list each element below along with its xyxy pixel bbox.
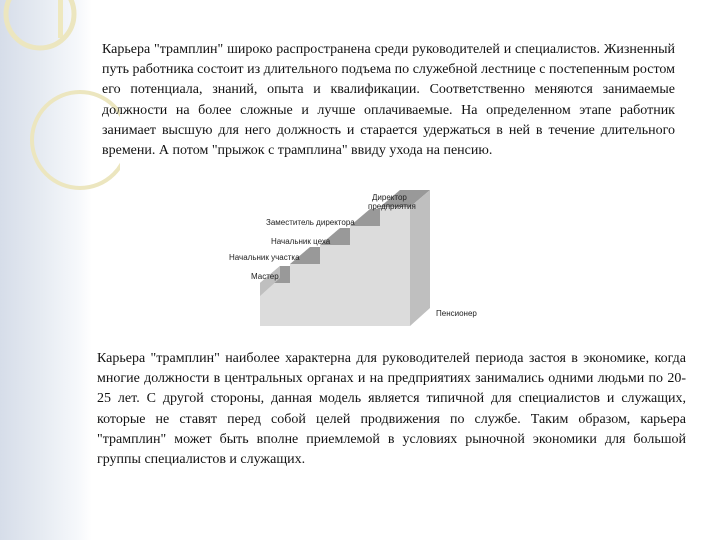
stair-step-front-2 [290,264,320,302]
stair-step-front-5 [380,207,410,302]
level-label-deputy-director: Заместитель директора [266,218,355,227]
level-label-master: Мастер [251,272,279,281]
level-label-director-line2: предприятия [368,202,416,211]
decor-bar [58,0,63,38]
paragraph-conclusion: Карьера "трамплин" наиболее характерна для руководителей периода застоя в экономике, когда многие должности в центральных органах и на предприятиях занимались одними людьми по 20-25 лет. С другой стороны, данная модель является типичной для специалистов и служащих, которые не ставят перед собой целей продвижения по службе. Таким образом, карьера "трамплин" может быть вполне приемлемой в условиях рыночной экономики для большой группы специалистов и служащих. [97,351,686,468]
paragraph-intro: Карьера "трамплин" широко распространена среди руководителей и специалистов. Жизненный путь работника состоит из длительного подъема по служебной лестнице с постепенным ростом его потенциала, знаний, опыта и квалификации. Соответственно меняются занимаемые должности на более сложные и лучше оплачиваемые. На определенном этапе работник занимает высшую для него должность и старается удержаться в ней в течение длительного времени. А потом "прыжок с трамплина" ввиду ухода на пенсию. [102,42,675,159]
level-label-pensioner: Пенсионер [436,309,477,318]
career-stairs-diagram [220,188,510,338]
stair-step-front-3 [320,245,350,302]
stair-base-front [260,302,410,326]
level-label-workshop-chief: Начальник цеха [271,237,331,246]
decor-circle-top [6,0,74,48]
level-label-section-chief: Начальник участка [229,253,300,262]
level-label-director-line1: Директор [372,193,407,202]
stair-step-front-4 [350,226,380,302]
